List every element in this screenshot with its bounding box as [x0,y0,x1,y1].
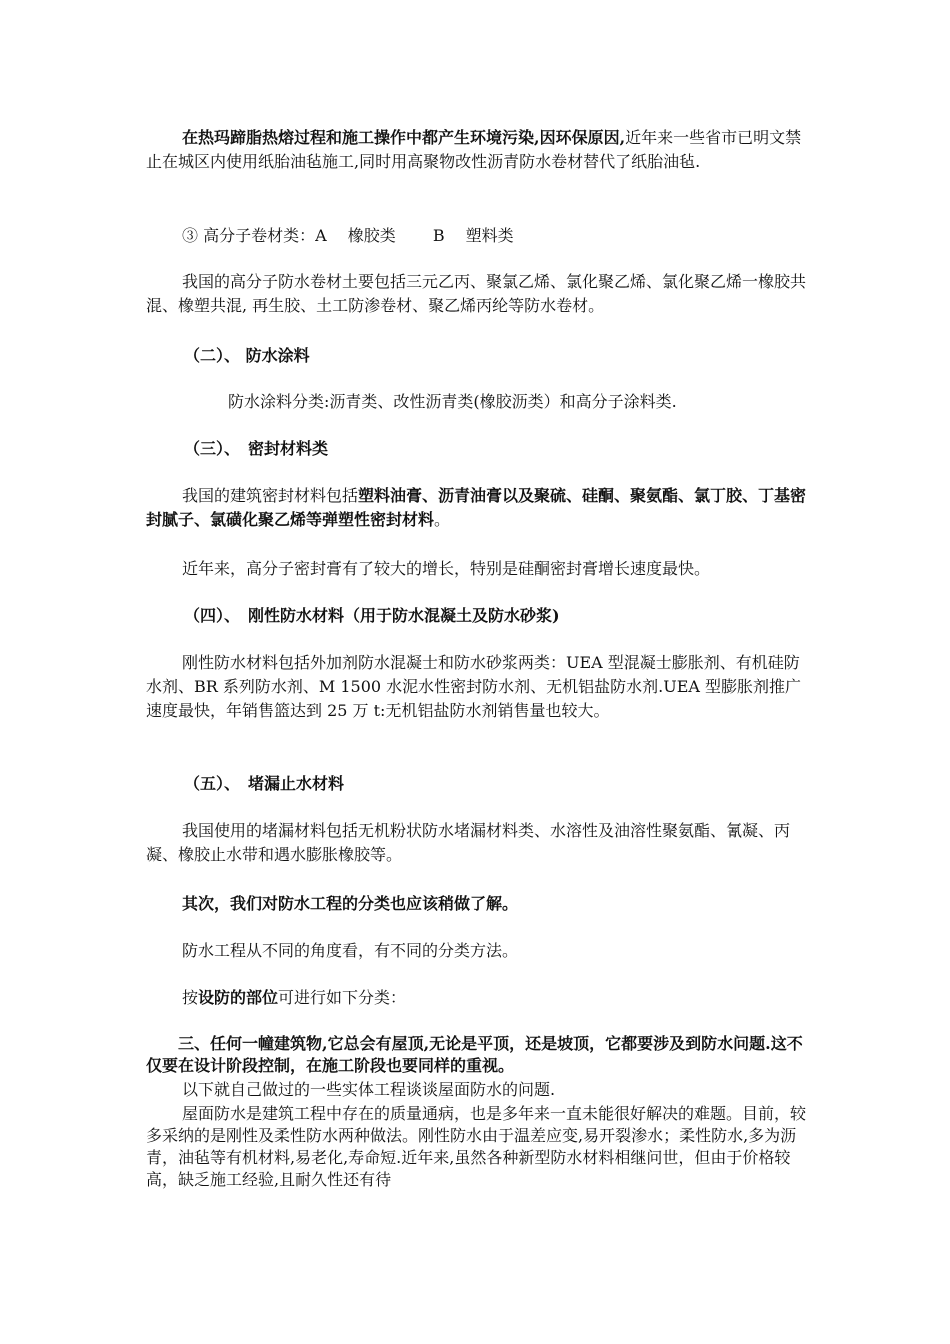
paragraph-bold-text: 其次，我们对防水工程的分类也应该稍做了解。 [182,894,519,913]
heading-sealants: （三）、 密封材料类 [184,439,329,458]
paragraph-rigid-materials: 刚性防水材料包括外加剂防水混凝士和防水砂浆两类：UEA 型混凝士膨胀剂、有机硅防水剂、BR 系列防水剂、M 1500 水泥水性密封防水剂、无机铝盐防水剂.UEA 型膨胀剂推广速度最快，年销售篮达到 25 万 t:无机铝盐防水剂销售量也较大。 [146,653,802,720]
paragraph-bold-text: 三、任何一幢建筑物,它总会有屋顶,无论是平顶，还是坡顶，它都要涉及到防水问题.这不仅要在设计阶段控制，在施工阶段也要同样的重视。 [146,1034,803,1075]
paragraph-by-location [146,986,814,1010]
paragraph-bold-lead: 在热玛蹄脂热熔过程和施工操作中都产生环境污染,因环保原因, [182,128,626,147]
paragraph-section-three [146,1033,814,1077]
paragraph-classification-intro [146,892,814,916]
paragraph-text: 近年来一些省市已明文禁止在城区内使用纸胎油毡施工,同时用高聚物改性沥青防水卷材替代了纸胎油毡. [146,128,802,171]
paragraph-sealants [146,484,814,532]
paragraph-text: 我国的建筑密封材料包括 [182,486,359,505]
paragraph-silicone-growth: 近年来，高分子密封膏有了较大的增长，特别是硅酮密封膏增长速度最快。 [182,559,711,578]
paragraph-bold-text: 设防的部位 [198,988,279,1007]
paragraph-practice-intro: 以下就自己做过的一些实体工程谈谈屋面防水的问题. [182,1080,556,1099]
paragraph-text: 。 [434,510,451,529]
paragraph-text: 可进行如下分类： [278,988,407,1007]
heading-rigid-materials: （四）、 刚性防水材料（用于防水混凝土及防水砂浆) [184,606,560,625]
paragraph-classification-methods: 防水工程从不同的角度看，有不同的分类方法。 [182,941,519,960]
paragraph-leak-plugging: 我国使用的堵漏材料包括无机粉状防水堵漏材料类、水溶性及油溶性聚氨酯、氰凝、丙凝、橡胶止水带和遇水膨胀橡胶等。 [146,821,791,864]
paragraph-roof-waterproofing: 屋面防水是建筑工程中存在的质量通病，也是多年来一直未能很好解决的难题。目前，较多采纳的是刚性及柔性防水两种做法。刚性防水由于温差应变,易开裂渗水；柔性防水,多为沥青，油毡等有机材料,易老化,寿命短.近年来,虽然各种新型防水材料相继问世，但由于价格较高，缺乏施工经验,且耐久性还有待 [146,1104,807,1189]
paragraph-bold-text: 塑料油膏、沥青油膏以及聚硫、硅酮、聚氨酯、氯丁胶、丁基密封腻子、氯磺化聚乙烯等弹塑性密封材料 [146,486,807,529]
heading-leak-plugging: （五）、 堵漏止水材料 [184,774,345,793]
heading-coatings: （二）、 防水涂料 [184,346,310,365]
paragraph-coating-types: 防水涂料分类:沥青类、改性沥青类(橡胶沥类）和高分子涂料类. [228,392,677,411]
paragraph-hot-melt [146,126,814,174]
paragraph-text: 按 [182,988,199,1007]
paragraph-polymer-types: ③ 高分子卷材类：A 橡胶类 B 塑料类 [182,226,514,245]
paragraph-polymer-sheets: 我国的高分子防水卷材土要包括三元乙丙、聚氯乙烯、氯化聚乙烯、氯化聚乙烯一橡胶共混、橡塑共混, 再生胶、土工防渗卷材、聚乙烯丙纶等防水卷材。 [146,272,807,315]
